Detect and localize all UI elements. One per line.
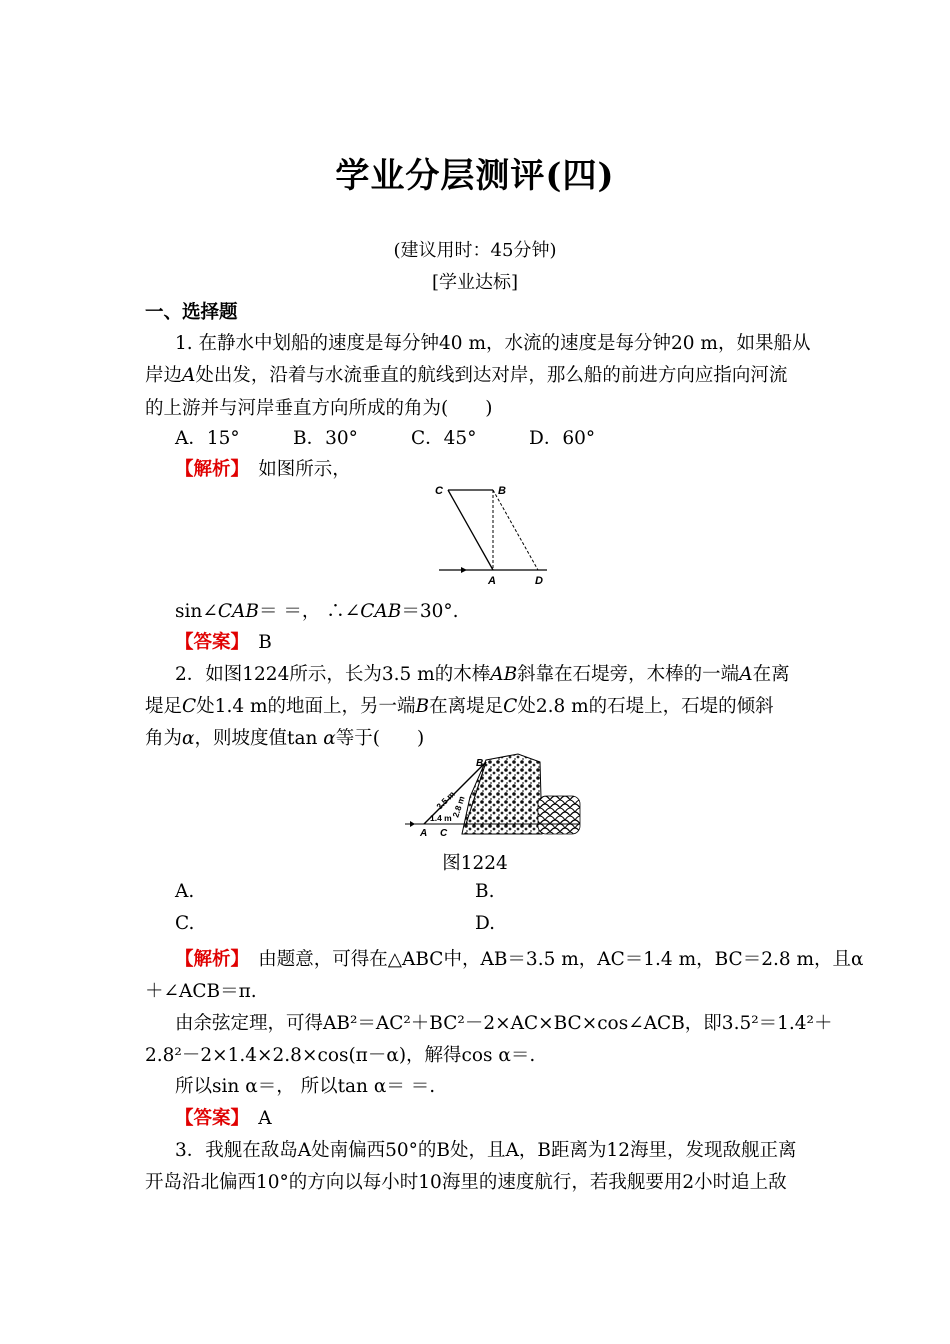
q1-line-2: 岸边A处出发，沿着与水流垂直的航线到达对岸，那么船的前进方向应指向河流 (145, 365, 788, 386)
q2-option-a: A. (175, 881, 195, 902)
q2-figure-caption: 图1224 (442, 853, 508, 874)
figure-label-c: C (435, 485, 443, 497)
q2-figure (400, 752, 585, 840)
answer-tag: 【答案】 (175, 1108, 240, 1129)
q1-options (175, 424, 837, 450)
figure-flow-arrow (461, 567, 467, 573)
figure-label-a: A (488, 575, 496, 587)
figure2-label-35: 3.5 m (434, 788, 457, 812)
figure-line-bd-dashed (493, 490, 538, 570)
stone-rubble (538, 796, 580, 834)
q1-figure (425, 478, 560, 590)
figure-label-b: B (498, 485, 506, 497)
q2-option-b: B. (475, 881, 495, 902)
section-level: [学业达标] (431, 272, 519, 293)
figure2-label-c: C (440, 828, 448, 839)
q1-option-c: C．45° (411, 428, 477, 449)
q3-line-1: 3．我舰在敌岛A处南偏西50°的B处，且A，B距离为12海里，发现敌舰正离 (175, 1140, 797, 1161)
q1-option-b: B．30° (293, 428, 358, 449)
answer-tag: 【答案】 (175, 632, 240, 653)
figure-label-d: D (535, 575, 543, 587)
figure2-label-28: 2.8 m (450, 794, 467, 819)
figure2-label-14: 1.4 m (430, 813, 452, 823)
q2-answer: 【答案】 A (175, 1108, 272, 1129)
q1-analysis: 【解析】 如图所示， (175, 459, 351, 480)
q1-option-d: D．60° (529, 428, 596, 449)
figure-line-ca (448, 490, 493, 570)
time-note: (建议用时：45分钟) (393, 240, 557, 261)
q1-line-3: 的上游并与河岸垂直方向所成的角为( ) (145, 398, 493, 419)
q2-analysis-line-2: ＋∠ACB＝π. (145, 981, 257, 1002)
q2-line-2: 堤足C处1.4 m的地面上，另一端B在离堤足C处2.8 m的石堤上，石堤的倾斜 (145, 696, 774, 717)
page-title: 学业分层测评(四) (335, 156, 615, 196)
q2-line-3: 角为α，则坡度值tan α等于( ) (145, 728, 425, 749)
q2-line-1: 2．如图1224所示，长为3.5 m的木棒AB斜靠在石堤旁，木棒的一端A在离 (175, 664, 790, 685)
q2-analysis-line-5: 所以sin α＝， 所以tan α＝ ＝. (175, 1076, 436, 1097)
q3-line-2: 开岛沿北偏西10°的方向以每小时10海里的速度航行，若我舰要用2小时追上敌 (145, 1172, 787, 1193)
q2-analysis-line-3: 由余弦定理，可得AB²＝AC²＋BC²－2×AC×BC×cos∠ACB，即3.5²＝1.4²＋ (175, 1013, 833, 1034)
q1-line-1: 1. 在静水中划船的速度是每分钟40 m，水流的速度是每分钟20 m，如果船从 (175, 333, 811, 354)
q2-option-c: C. (175, 913, 195, 934)
figure2-label-b: B (476, 758, 484, 769)
q2-analysis-line-4: 2.8²－2×1.4×2.8×cos(π－α)，解得cos α＝. (145, 1045, 536, 1066)
q1-answer: 【答案】 B (175, 632, 272, 653)
stone-embankment (462, 754, 542, 834)
analysis-tag: 【解析】 (175, 949, 240, 970)
figure2-label-a: A (420, 828, 428, 839)
q1-formula: sin∠CAB＝ ＝， ∴∠CAB＝30°. (175, 601, 459, 622)
section-heading: 一、选择题 (145, 302, 238, 323)
ground-arrow (410, 821, 415, 827)
q2-analysis-line-1: 【解析】 由题意，可得在△ABC中，AB＝3.5 m，AC＝1.4 m，BC＝2.8 m，且α (175, 949, 864, 970)
q2-option-d: D. (475, 913, 496, 934)
analysis-tag: 【解析】 (175, 459, 240, 480)
q1-option-a: A．15° (175, 428, 240, 449)
